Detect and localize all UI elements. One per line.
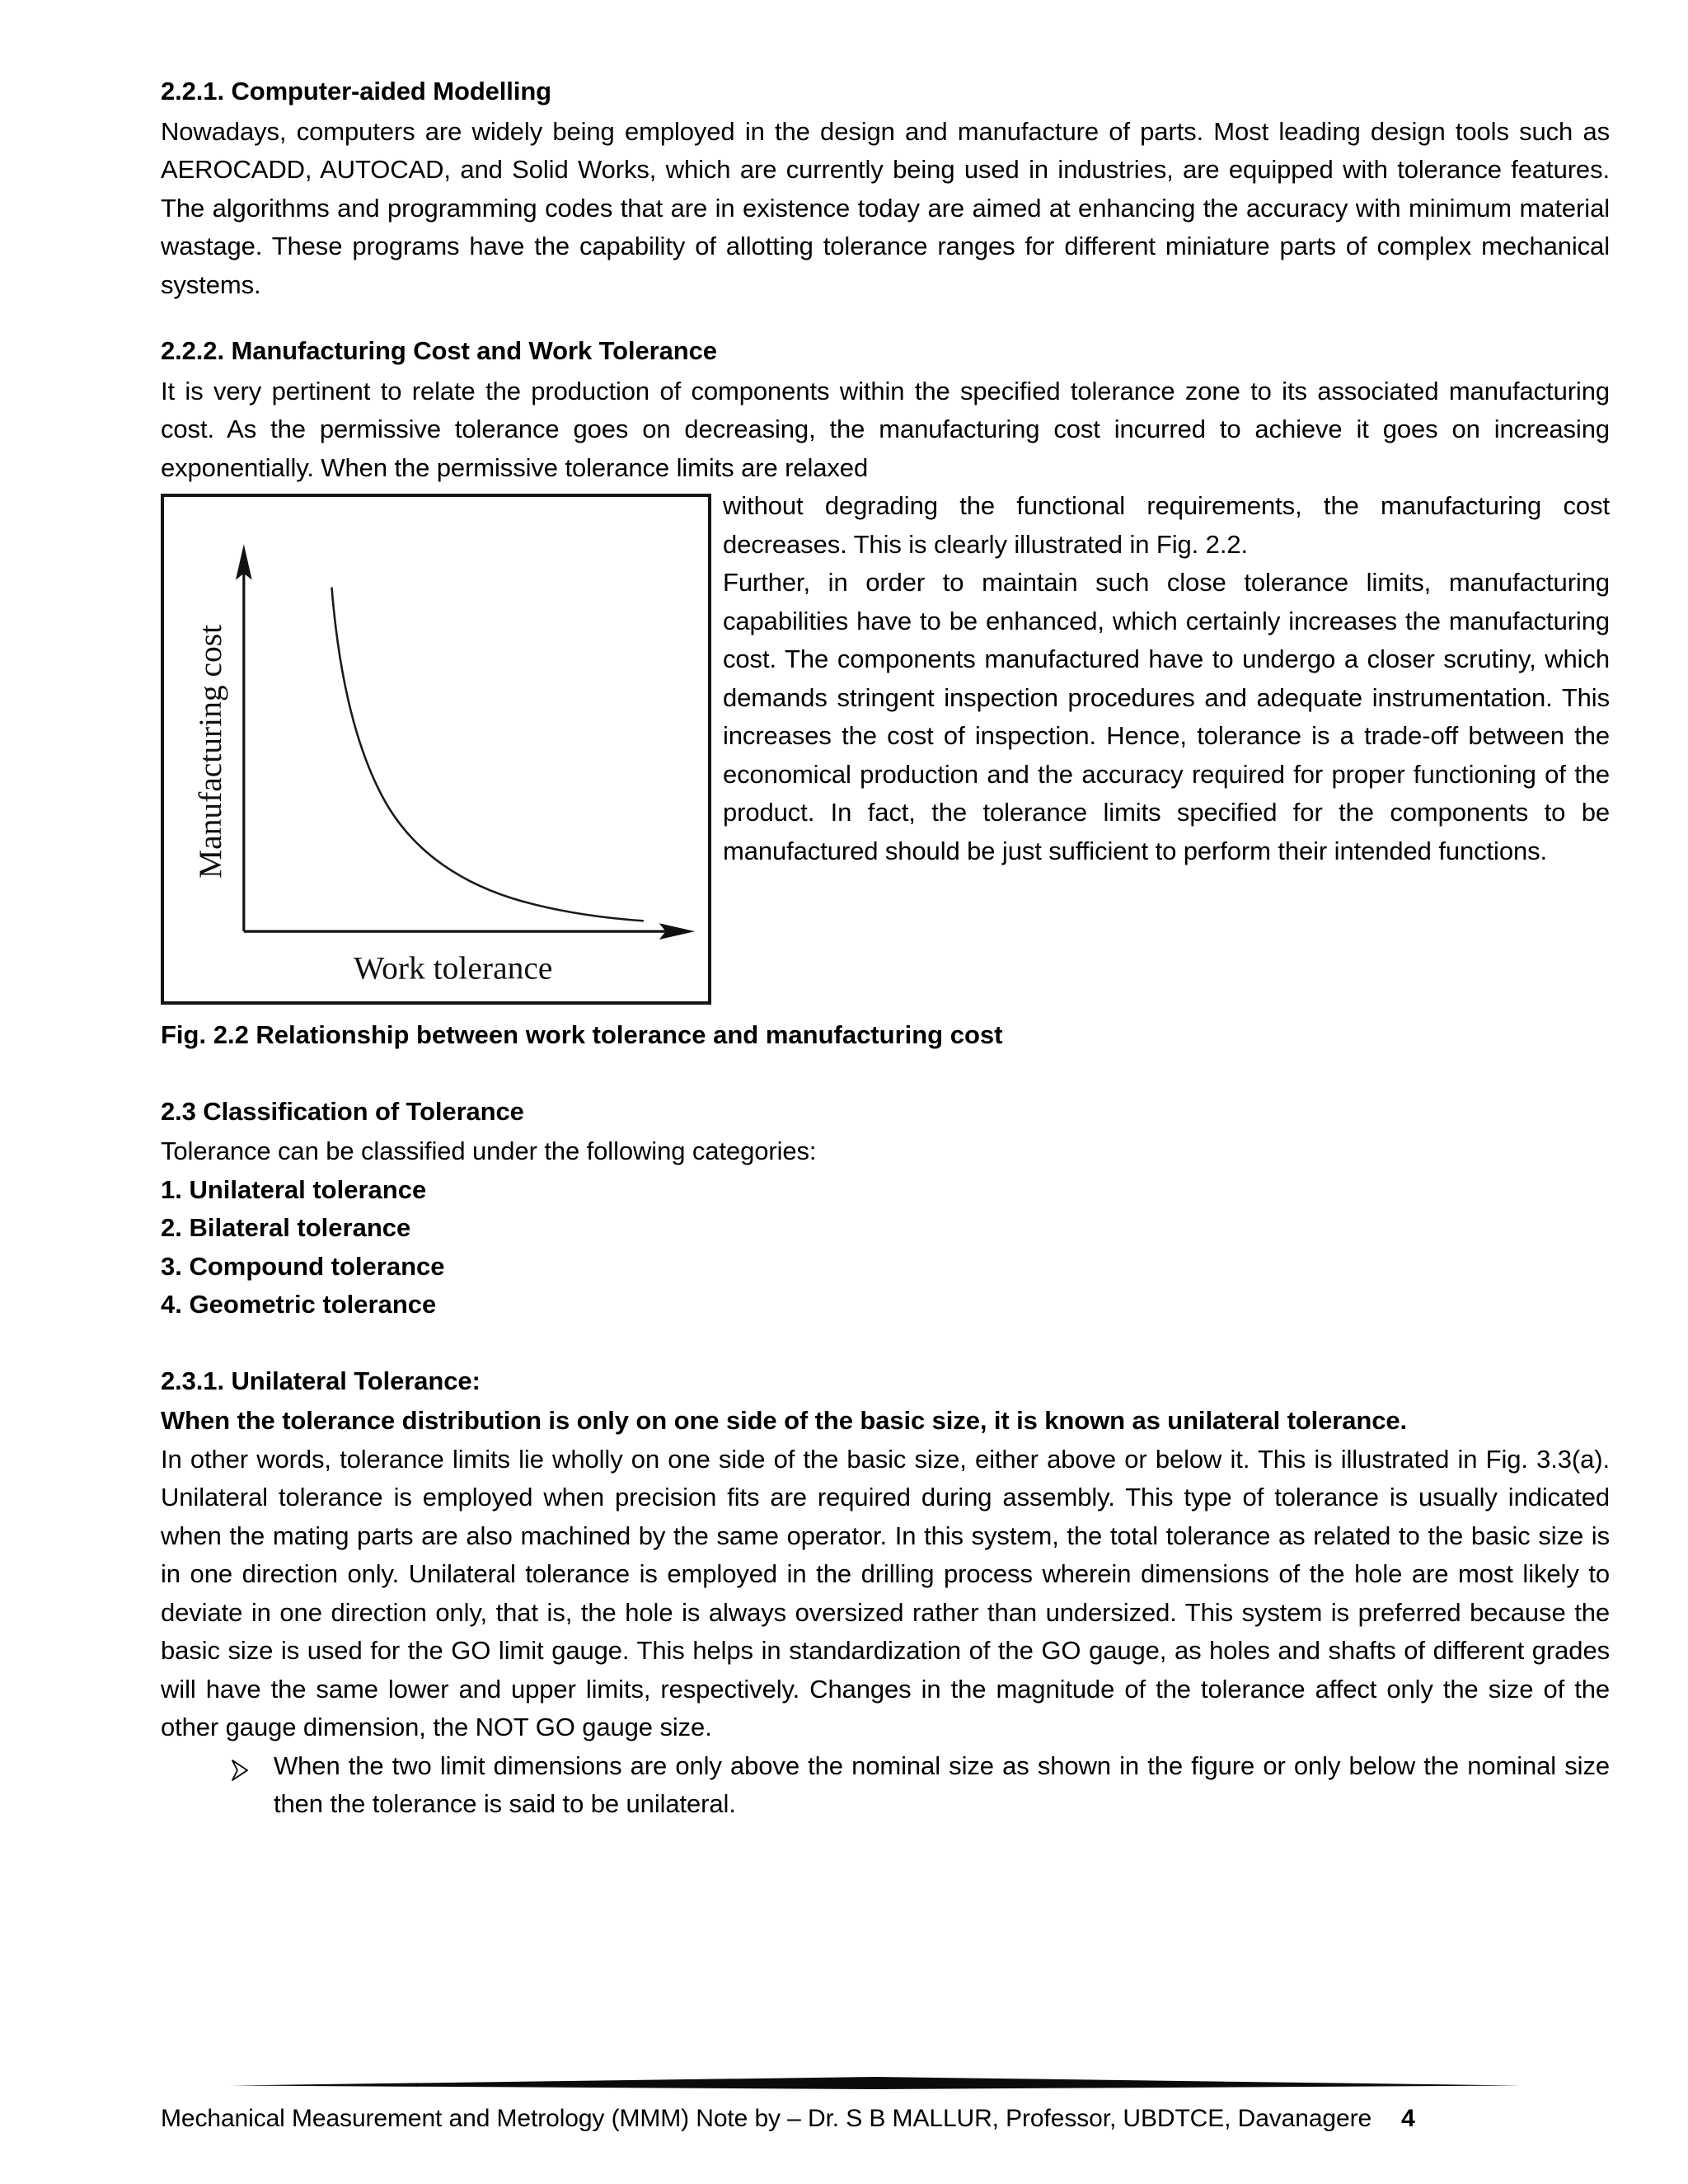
heading-2-3: 2.3 Classification of Tolerance [161, 1096, 524, 1126]
spacer [161, 1055, 1610, 1093]
footer-divider [231, 2074, 1521, 2096]
list-item-compound: 3. Compound tolerance [161, 1251, 445, 1281]
heading-2-2-1: 2.2.1. Computer-aided Modelling [161, 77, 552, 105]
list-item-bilateral: 2. Bilateral tolerance [161, 1213, 411, 1242]
figure-2-2-plot [164, 497, 708, 1001]
page-footer [161, 2074, 1610, 2137]
footer-attribution: Mechanical Measurement and Metrology (MMM) Note by – Dr. S B MALLUR, Professor, UBDTCE, Davanagere [161, 2104, 1372, 2132]
page-number: 4 [1401, 2104, 1415, 2132]
figure-2-2 [161, 494, 711, 1005]
heading-2-3-1: 2.3.1. Unilateral Tolerance: [161, 1366, 481, 1395]
bullet-item-unilateral-limits [161, 1747, 1610, 1824]
heading-2-2-2: 2.2.2. Manufacturing Cost and Work Tolerance [161, 336, 717, 365]
paragraph-2-2-2-intro: It is very pertinent to relate the production of components within the specified tolerance zone to its associated manufacturing cost. As the permissive tolerance goes on decreasing, the manufacturing cost incurred to achieve it goes on increasing exponentially. When the permissive tolerance limits are relaxed [161, 376, 1610, 482]
paragraph-2-3-intro: Tolerance can be classified under the following categories: [161, 1137, 817, 1165]
paragraph-2-2-2-wrap-2: Further, in order to maintain such close tolerance limits, manufacturing capabilities have to be enhanced, which certainly increases the manufacturing cost. The components manufactured have to undergo a closer scrutiny, which demands stringent inspection procedures and adequate instrumentation. This increases the cost of inspection. Hence, tolerance is a trade-off between the economical production and the accuracy required for proper functioning of the product. In fact, the tolerance limits specified for the components to be manufactured should be just sufficient to perform their intended functions. [723, 568, 1610, 865]
paragraph-2-2-1-body: Nowadays, computers are widely being employed in the design and manufacture of parts. Most leading design tools such as AEROCADD, AUTOCAD, and Solid Works, which are currently being used in industries, are equipped with tolerance features. The algorithms and programming codes that are in existence today are aimed at enhancing the accuracy with minimum material wastage. These programs have the capability of allotting tolerance ranges for different miniature parts of complex mechanical systems. [161, 116, 1610, 299]
arrowhead-bullet-icon [227, 1747, 274, 1824]
y-axis-label: Manufacturing cost [192, 624, 229, 879]
figure-2-2-caption: Fig. 2.2 Relationship between work tolerance and manufacturing cost [161, 1020, 1003, 1049]
list-item-unilateral: 1. Unilateral tolerance [161, 1174, 427, 1204]
bullet-item-text: When the two limit dimensions are only above the nominal size as shown in the figure or only below the nominal size then the tolerance is said to be unilateral. [274, 1750, 1610, 1818]
x-axis-label: Work tolerance [353, 949, 553, 987]
spacer [161, 1324, 1610, 1362]
paragraph-2-2-2-wrap-1: without degrading the functional requirements, the manufacturing cost decreases. This is clearly illustrated in Fig. 2.2. [723, 491, 1610, 559]
paragraph-2-3-1-body: In other words, tolerance limits lie wholly on one side of the basic size, either above or below it. This is illustrated in Fig. 3.3(a). Unilateral tolerance is employed when precision fits are required during assembly. This type of tolerance is usually indicated when the mating parts are also machined by the same operator. In this system, the total tolerance as related to the basic size is in one direction only. Unilateral tolerance is employed in the drilling process wherein dimensions of the hole are most likely to deviate in one direction only, that is, the hole is always oversized rather than undersized. This system is preferred because the basic size is used for the GO limit gauge. This helps in standardization of the GO gauge, as holes and shafts of different grades will have the same lower and upper limits, respectively. Changes in the magnitude of the tolerance affect only the size of the other gauge dimension, the NOT GO gauge size. [161, 1444, 1610, 1741]
spacer [161, 304, 1610, 332]
cost-tolerance-curve [332, 588, 643, 921]
footer-content [161, 2096, 1610, 2137]
list-item-geometric: 4. Geometric tolerance [161, 1290, 437, 1319]
paragraph-2-3-1-definition: When the tolerance distribution is only on one side of the basic size, it is known as unilateral tolerance. [161, 1406, 1408, 1435]
page-content [161, 73, 1610, 1824]
